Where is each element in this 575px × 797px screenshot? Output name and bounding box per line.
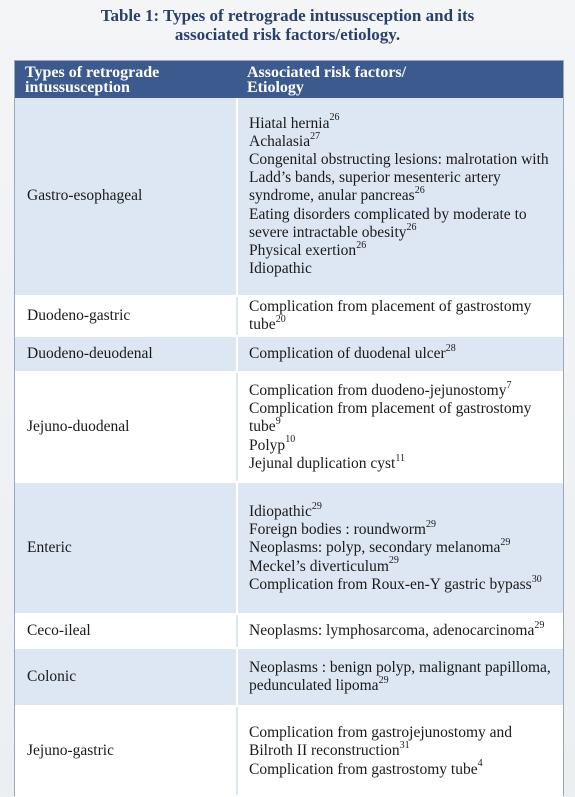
table-row <box>15 336 563 372</box>
risk-factors-cell <box>237 336 563 372</box>
header-etiology-line: Associated risk factors/ <box>247 64 407 81</box>
reference-superscript: 26 <box>406 221 417 233</box>
table-row <box>15 648 563 706</box>
table-title-line: Table 1: Types of retrograde intussusception and its <box>100 6 475 25</box>
reference-superscript: 7 <box>506 379 512 391</box>
risk-factor-item <box>249 724 559 760</box>
risk-factor-item <box>249 539 559 557</box>
risk-factors-cell <box>237 706 563 796</box>
risk-factor-item <box>249 130 559 151</box>
reference-superscript: 11 <box>395 452 405 464</box>
risk-factor-text: Achalasia <box>249 132 311 150</box>
intussusception-type-cell: Duodeno-deuodenal <box>15 336 237 372</box>
intussusception-type-cell: Duodeno-gastric <box>15 296 237 336</box>
table-title-line: associated risk factors/etiology. <box>174 25 401 44</box>
risk-factors-cell <box>237 648 563 706</box>
risk-factor-text: Complication from Roux-en-Y gastric bypass <box>249 575 532 593</box>
reference-superscript: 30 <box>531 573 542 585</box>
risk-factor-text: Jejunal duplication cyst <box>249 454 396 472</box>
intussusception-type-cell: Ceco-ileal <box>15 614 237 648</box>
reference-superscript: 10 <box>285 434 296 446</box>
reference-superscript: 28 <box>445 343 456 355</box>
table-row <box>15 296 563 336</box>
risk-factor-item <box>249 206 559 242</box>
risk-factor-item <box>249 758 559 779</box>
risk-factors-cell <box>237 614 563 648</box>
intussusception-type-cell: Enteric <box>15 482 237 614</box>
reference-superscript: 29 <box>500 537 511 549</box>
table-row <box>15 706 563 796</box>
risk-factor-item <box>249 622 559 640</box>
risk-factor-item <box>249 239 559 260</box>
reference-superscript: 26 <box>329 112 340 124</box>
table <box>15 61 563 797</box>
risk-factor-item <box>249 518 559 539</box>
risk-factor-item <box>249 400 559 436</box>
risk-factors-cell <box>237 98 563 296</box>
risk-factor-item <box>249 298 559 334</box>
risk-factor-text: Neoplasms: lymphosarcoma, adenocarcinoma <box>249 622 535 640</box>
risk-factor-item <box>249 452 559 473</box>
risk-factor-item <box>249 345 559 363</box>
intussusception-type-cell: Gastro-esophageal <box>15 98 237 296</box>
risk-factor-text: Foreign bodies : roundworm <box>249 521 426 539</box>
reference-superscript: 9 <box>275 416 281 428</box>
reference-superscript: 4 <box>477 758 483 770</box>
header-etiology <box>237 61 563 98</box>
risk-factor-item <box>249 434 559 455</box>
risk-factor-text: Meckel’s diverticulum <box>249 557 389 575</box>
reference-superscript: 27 <box>310 130 321 142</box>
risk-factor-item <box>249 659 559 695</box>
risk-factor-item <box>249 500 559 521</box>
risk-factor-text: Physical exertion <box>249 242 357 259</box>
reference-superscript: 29 <box>311 500 322 512</box>
risk-factor-text: Polyp <box>249 436 286 454</box>
risk-factor-item <box>249 112 559 133</box>
reference-superscript: 29 <box>534 620 545 632</box>
risk-factor-text: Hiatal hernia <box>249 114 330 132</box>
reference-superscript: 26 <box>414 185 425 197</box>
risk-factors-cell <box>237 372 563 482</box>
table-row <box>15 98 563 296</box>
reference-superscript: 20 <box>275 314 286 326</box>
header-types <box>15 61 237 98</box>
table-row <box>15 372 563 482</box>
table-header-row <box>15 61 563 98</box>
risk-factor-table <box>14 60 564 796</box>
table-row <box>15 482 563 614</box>
reference-superscript: 29 <box>425 518 436 530</box>
risk-factor-text: Eating disorders complicated by moderate to severe intractable obesity <box>249 205 527 241</box>
risk-factor-text: Complication of duodenal ulcer <box>249 345 446 363</box>
risk-factor-text: Complication from gastrojejunostomy and Bilroth II reconstruction <box>249 724 513 760</box>
risk-factors-cell <box>237 296 563 336</box>
risk-factor-text: Complication from gastrostomy tube <box>249 760 478 778</box>
risk-factor-text: Complication from placement of gastrostomy tube <box>249 298 532 334</box>
table-title <box>0 6 575 44</box>
risk-factor-text: Idiopathic <box>249 502 312 520</box>
header-types-line: Types of retrograde <box>25 64 160 81</box>
risk-factor-text: Complication from placement of gastrostomy tube <box>249 400 532 436</box>
risk-factor-text: Complication from duodeno-jejunostomy <box>249 381 507 399</box>
reference-superscript: 29 <box>378 675 389 687</box>
risk-factor-item <box>249 379 559 400</box>
intussusception-type-cell: Colonic <box>15 648 237 706</box>
reference-superscript: 26 <box>356 239 367 251</box>
header-types-line: intussusception <box>25 79 130 96</box>
table-body <box>15 98 563 796</box>
risk-factor-text: Congenital obstructing lesions: malrotation with Ladd’s bands, superior mesenteric artery syndrome, anular pancreas <box>249 150 549 205</box>
risk-factor-item <box>249 260 559 278</box>
risk-factors-cell <box>237 482 563 614</box>
intussusception-type-cell: Jejuno-duodenal <box>15 372 237 482</box>
risk-factor-text: Neoplasms: polyp, secondary melanoma <box>249 539 501 557</box>
risk-factor-text: Neoplasms : benign polyp, malignant papilloma, pedunculated lipoma <box>249 659 551 695</box>
header-etiology-line: Etiology <box>247 79 304 96</box>
intussusception-type-cell: Jejuno-gastric <box>15 706 237 796</box>
reference-superscript: 29 <box>388 555 399 567</box>
risk-factor-item <box>249 573 559 594</box>
risk-factor-text: Idiopathic <box>249 260 312 278</box>
table-row <box>15 614 563 648</box>
risk-factor-item <box>249 151 559 206</box>
reference-superscript: 31 <box>399 740 410 752</box>
risk-factor-item <box>249 555 559 576</box>
